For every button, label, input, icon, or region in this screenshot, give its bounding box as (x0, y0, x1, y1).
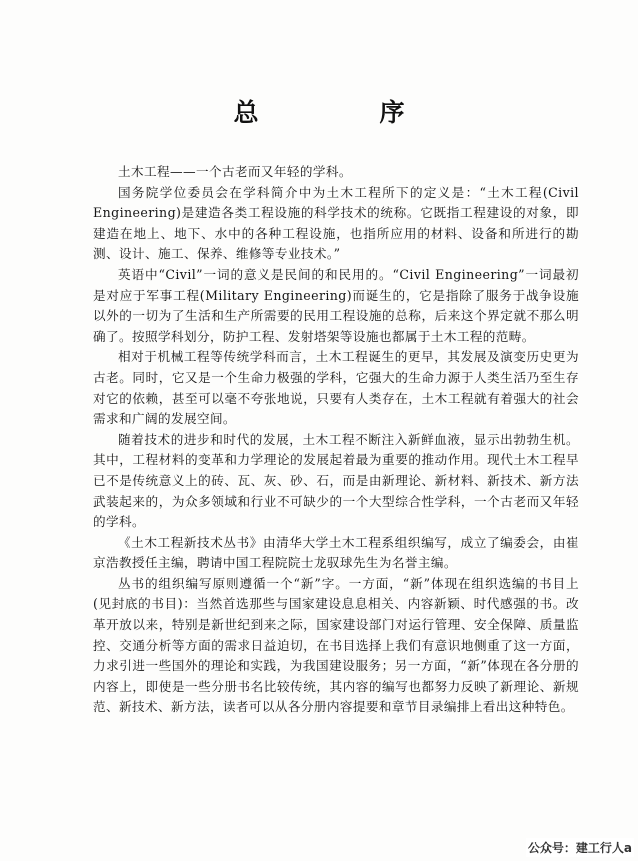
paragraph: 英语中“Civil”一词的意义是民间的和民用的。“Civil Engineering”一词最初是对应于军事工程(Military Engineering)而诞生的，它是指除了服务于战争设施以外的一切为了生活和生产所需要的民用工程设施的总称，后来这个界定就不那么明确了。按照学科划分，防护工程、发射塔架等设施也都属于土木工程的范畴。 (93, 266, 579, 344)
paragraph: 丛书的组织编写原则遵循一个“新”字。一方面，“新”体现在组织选编的书目上(见封底的书目)：当然首选那些与国家建设息息相关、内容新颖、时代感强的书。改革开放以来，特别是新世纪到来之际，国家建设部门对运行管理、安全保障、质量监控、交通分析等方面的需求日益迫切，在书目选择上我们有意识地侧重了这一方面，力求引进一些国外的理论和实践，为我国建设服务；另一方面，“新”体现在各分册的内容上，即使是一些分册书名比较传统，其内容的编写也都努力反映了新理论、新规范、新技术、新方法，读者可以从各分册内容提要和章节目录编排上看出这种特色。 (93, 575, 579, 715)
paragraph: 土木工程——一个古老而又年轻的学科。 (118, 164, 352, 179)
document-body (93, 162, 579, 718)
watermark: 公众号：建工行人a (526, 838, 634, 857)
paragraph: 随着技术的进步和时代的发展，土木工程不断注入新鲜血液，显示出勃勃生机。其中，工程材料的变革和力学理论的发展起着最为重要的推动作用。现代土木工程早已不是传统意义上的砖、瓦、灰、砂、石，而是由新理论、新材料、新技术、新方法武装起来的，为众多领域和行业不可缺少的一个大型综合性学科，一个古老而又年轻的学科。 (93, 431, 579, 530)
page-title: 总 序 (233, 98, 453, 127)
paragraph: 《土木工程新技术丛书》由清华大学土木工程系组织编写，成立了编委会，由崔京浩教授任主编，聘请中国工程院院士龙驭球先生为名誉主编。 (93, 534, 579, 571)
paragraph: 国务院学位委员会在学科简介中为土木工程所下的定义是：“土木工程(Civil Engineering)是建造各类工程设施的科学技术的统称。它既指工程建设的对象，即建造在地上、地下、水中的各种工程设施，也指所应用的材料、设备和所进行的勘测、设计、施工、保养、维修等专业技术。” (93, 184, 579, 262)
paragraph: 相对于机械工程等传统学科而言，土木工程诞生的更早，其发展及演变历史更为古老。同时，它又是一个生命力极强的学科，它强大的生命力源于人类生活乃至生存对它的依赖，甚至可以毫不夸张地说，只要有人类存在，土木工程就有着强大的社会需求和广阔的发展空间。 (93, 349, 579, 427)
